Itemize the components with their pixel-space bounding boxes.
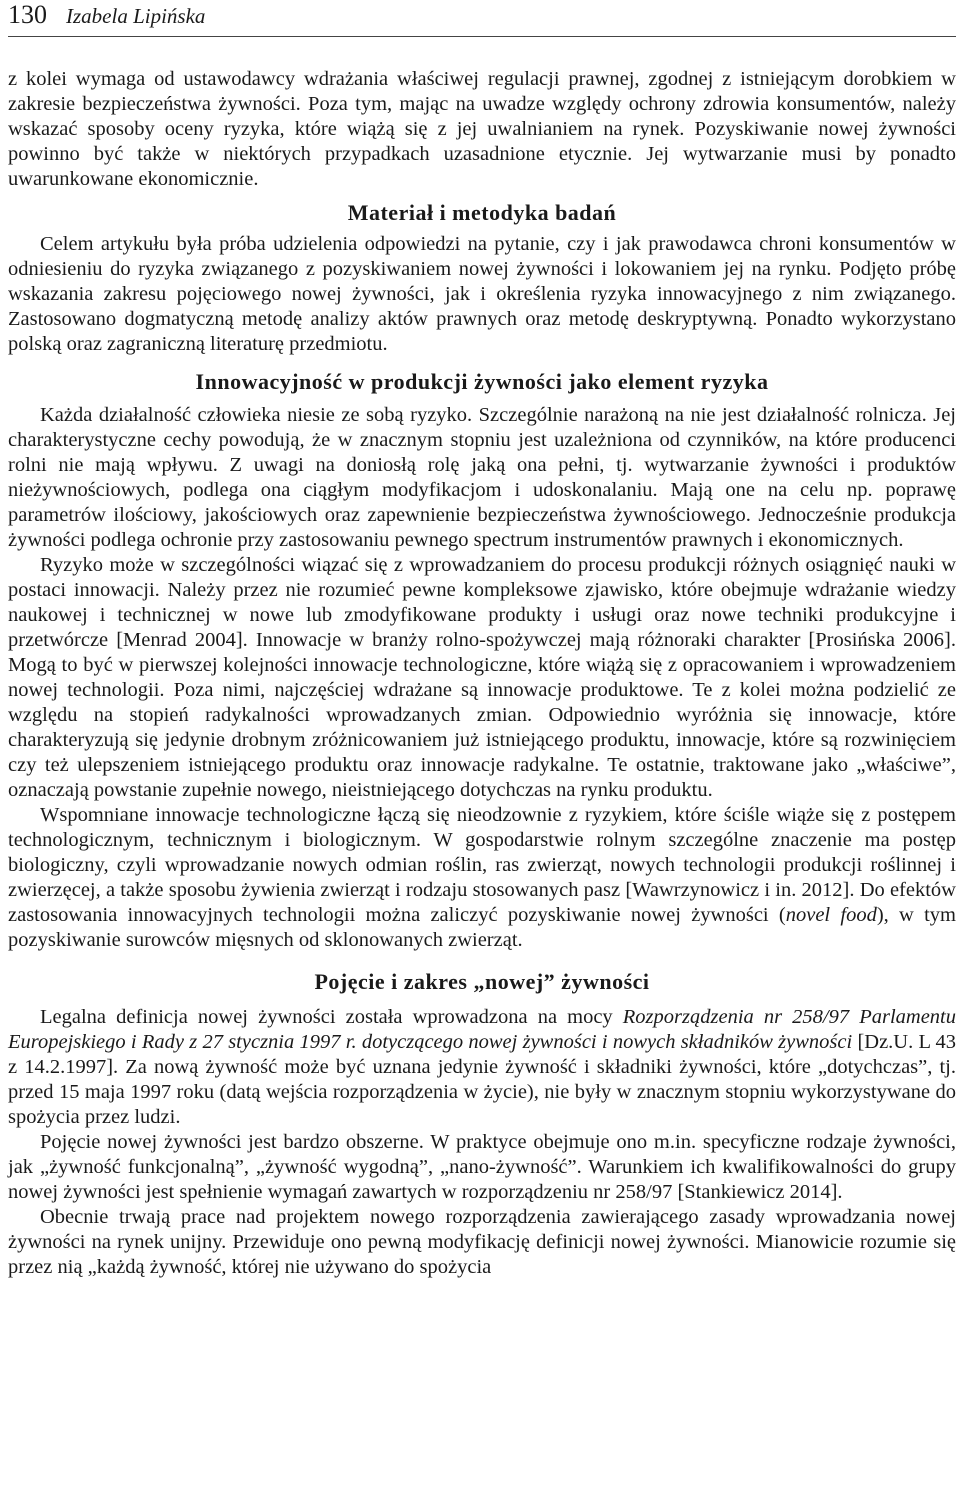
italic-term: novel food bbox=[785, 904, 877, 926]
text-run: Wspomniane innowacje technologiczne łączą się nieodzownie z ryzykiem, które ściśle wiąże się z postępem technologicznym, technicznym i biologicznym. W gospodarstwie rolnym szczególne znaczenie ma postęp biologiczny, czyli wprowadzanie nowych odmian roślin, ras zwierząt, nowych technologii produkcji roślinnej i zwierzęcej, a także sposobu żywienia zwierząt i rodzaju stosowanych pasz [Wawrzynowicz i in. 2012]. Do efektów zastosowania innowacyjnych technologii można zaliczyć pozyskiwanie nowej żywności ( bbox=[8, 804, 956, 926]
paragraph-material: Celem artykułu była próba udzielenia odpowiedzi na pytanie, czy i jak prawodawca chroni konsumentów w odniesieniu do ryzyka związanego z pozyskiwaniem nowej żywności i lokowaniem jej na rynku. Podjęto próbę wskazania zakresu pojęciowego nowej żywności, jak i określenia ryzyka innowacyjnego z nim związanego. Zastosowano dogmatyczną metodę analizy aktów prawnych oraz metodę deskryptywną. Ponadto wykorzystano polską oraz zagraniczną literaturę przedmiotu. bbox=[8, 233, 956, 355]
text-run: Legalna definicja nowej żywności została wprowadzona na mocy bbox=[40, 1006, 623, 1028]
paragraph-scope: Pojęcie nowej żywności jest bardzo obszerne. W praktyce obejmuje ono m.in. specyficzne rodzaje żywności, jak „żywność funkcjonalną”, „żywność wygodną”, „nano-żywność”. Warunkiem ich kwalifikowalności do grupy nowej żywności jest spełnienie wymagań zawartych w rozporządzeniu nr 258/97 [Stankiewicz 2014]. bbox=[8, 1131, 956, 1203]
text-run: [Dz.U. L 43 z 14.2.1997]. Za nową żywność może być uznana jedynie żywność i składniki żywności, które „dotychczas”, tj. przed 15 maja 1997 roku (datą wejścia rozporządzenia w życie), nie były w znacznym stopniu wykorzystywane do spożycia przez ludzi. bbox=[8, 1031, 956, 1128]
paragraph-definition bbox=[8, 1005, 956, 1130]
article-body bbox=[8, 67, 956, 1280]
text-run: ), w tym pozyskiwanie surowców mięsnych od sklonowanych zwierząt. bbox=[8, 904, 956, 951]
running-header bbox=[8, 0, 956, 37]
paragraph-new-regulation: Obecnie trwają prace nad projektem nowego rozporządzenia zawierającego zasady wprowadzania nowej żywności na rynek unijny. Przewiduje ono pewną modyfikację definicji nowej żywności. Mianowicie rozumie się przez nią „każdą żywność, której nie używano do spożycia bbox=[8, 1206, 956, 1278]
section-heading-material: Materiał i metodyka badań bbox=[347, 200, 617, 225]
italic-regulation-title: Rozporządzenia nr 258/97 Parlamentu Europejskiego i Rady z 27 stycznia 1997 r. dotyczącego nowej żywności i nowych składników żywności bbox=[8, 1006, 956, 1053]
section-heading-innovation: Innowacyjność w produkcji żywności jako element ryzyka bbox=[195, 369, 769, 394]
running-head-author: Izabela Lipińska bbox=[66, 4, 206, 28]
paragraph-innovation-1: Każda działalność człowieka niesie ze sobą ryzyko. Szczególnie narażoną na nie jest działalność rolnicza. Jej charakterystyczne cechy powodują, że w znacznym stopniu jest uzależniona od czynników, na które producenci rolni nie mają wpływu. Z uwagi na doniosłą rolę jaką ona pełni, tj. wytwarzanie żywności i produktów nieżywnościowych, podlega ona ciągłym modyfikacjom i udoskonalaniu. Mają one na celu np. poprawę parametrów ilościowy, jakościowych oraz zapewnienie bezpieczeństwa żywnościowego. Jednocześnie produkcja żywności podlega ochronie przy zastosowaniu pewnego spectrum instrumentów prawnych i ekonomicznych. bbox=[8, 404, 956, 551]
intro-paragraph: z kolei wymaga od ustawodawcy wdrażania właściwej regulacji prawnej, zgodnej z istniejącym dorobkiem w zakresie bezpieczeństwa żywności. Poza tym, mając na uwadze względy ochrony zdrowia konsumentów, należy wskazać sposoby oceny ryzyka, które wiążą się z jej uwalnianiem na rynek. Pozyskiwanie nowej żywności powinno być także w niektórych przypadkach uzasadnione etycznie. Jej wytwarzanie musi by ponadto uwarunkowane ekonomicznie. bbox=[8, 68, 956, 190]
page-number: 130 bbox=[8, 0, 47, 29]
section-heading-novel-food: Pojęcie i zakres „nowej” żywności bbox=[314, 969, 650, 994]
paragraph-innovation-3 bbox=[8, 803, 956, 953]
paragraph-innovation-2: Ryzyko może w szczególności wiązać się z wprowadzaniem do procesu produkcji różnych osiągnięć nauki w postaci innowacji. Należy przez nie rozumieć pewne kompleksowe zjawisko, które obejmuje wdrażanie wiedzy naukowej i technicznej w nowe lub zmodyfikowane produkty i usługi oraz nowe techniki produkcyjne i przetwórcze [Menrad 2004]. Innowacje w branży rolno-spożywczej mają różnoraki charakter [Prosińska 2006]. Mogą to być w pierwszej kolejności innowacje technologiczne, które wiążą się z opracowaniem i wprowadzeniem nowej technologii. Poza nimi, najczęściej wdrażane są innowacje produktowe. Te z kolei można podzielić ze względu na stopień radykalności wprowadzanych zmian. Odpowiednio wyróżnia się innowacje, które charakteryzują się jedynie drobnym zróżnicowaniem już istniejącego produktu, innowacje, które są rozwinięciem czy też ulepszeniem istniejącego produktu oraz innowacje radykalne. Te ostatnie, traktowane jako „właściwe”, oznaczają powstanie zupełnie nowego, nieistniejącego dotychczas na rynku produktu. bbox=[8, 554, 956, 801]
